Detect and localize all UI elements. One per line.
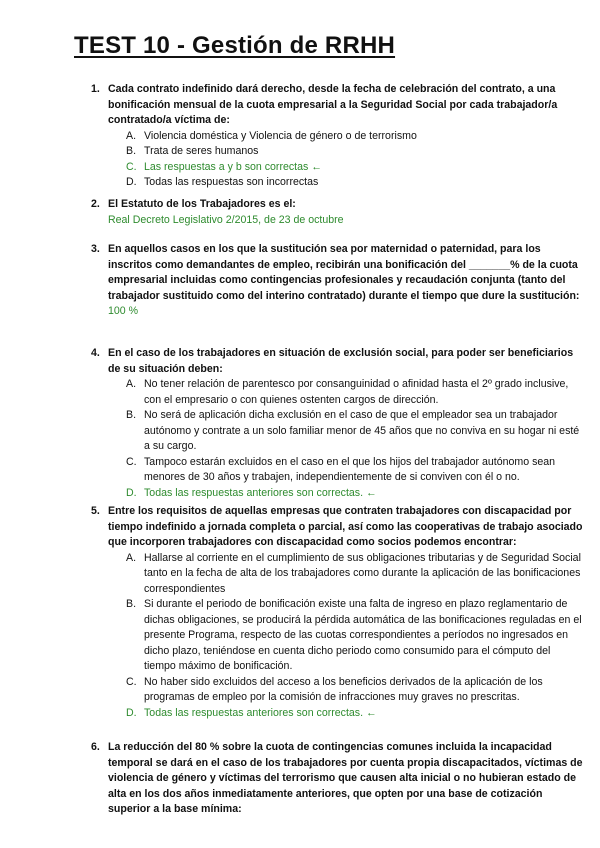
- question-number: 3.: [91, 243, 100, 255]
- question-5: [91, 504, 583, 721]
- option-list: [91, 377, 583, 501]
- option-c: C. Tampoco estarán excluidos en el caso en el que los hijos del trabajador autónomo sean menores de 30 años y trabajen, independientemente de si conviven con él o no.: [126, 455, 556, 483]
- question-6: [91, 740, 583, 818]
- question-number: 2.: [91, 198, 100, 210]
- option-list: [91, 551, 583, 722]
- page-title: TEST 10 - Gestión de RRHH: [74, 32, 396, 59]
- option-c-correct: C. Las respuestas a y b son correctas ←: [126, 160, 322, 173]
- question-text: 6. La reducción del 80 % sobre la cuota de contingencias comunes incluida la incapacidad temporal se dará en el caso de los trabajadores por cuenta propia discapacitados, víctimas de violencia de género y víctimas del terrorismo que causen alta inicial o no hubieran estado de alta en los dos años inmediatamente anteriores, que opten por una base de cotización superior a la base mínima:: [91, 741, 583, 815]
- question-1: [91, 82, 583, 191]
- answer-text: 100 %: [108, 305, 139, 317]
- option-b: B. Trata de seres humanos: [126, 145, 259, 157]
- question-text: 1. Cada contrato indefinido dará derecho, desde la fecha de celebración del contrato, a una bonificación mensual de la cuota empresarial a la Seguridad Social por cada trabajador/a contratado/a víctima de:: [91, 83, 558, 126]
- option-d-correct: D. Todas las respuestas anteriores son correctas. ←: [126, 486, 377, 499]
- question-4: [91, 346, 583, 501]
- answer-text: Real Decreto Legislativo 2/2015, de 23 de octubre: [108, 213, 344, 226]
- option-b: B. No será de aplicación dicha exclusión en el caso de que el empleador sea un trabajador autónomo y contrate a un solo familiar menor de 45 años que no conviva en su hogar ni esté a su cargo.: [126, 409, 580, 452]
- question-number: 4.: [91, 347, 100, 359]
- option-a: A. No tener relación de parentesco por consanguinidad o afinidad hasta el 2º grado inclusive, con el empresario o con quienes ostenten cargos de dirección.: [126, 378, 569, 406]
- option-b: B. Si durante el periodo de bonificación existe una falta de ingreso en plazo reglamentario de dichas obligaciones, se producirá la pérdida automática de las bonificaciones reguladas en el presente Programa, respecto de las cuotas correspondientes a períodos no ingresados en dicho plazo, teniéndose en cuenta dicho periodo como consumido para el cómputo del tiempo máximo de bonificación.: [126, 598, 582, 672]
- question-2: [91, 197, 583, 228]
- question-number: 6.: [91, 741, 100, 753]
- question-text: 2. El Estatuto de los Trabajadores es el:: [91, 197, 583, 213]
- question-number: 1.: [91, 83, 100, 95]
- question-text: 3. En aquellos casos en los que la sustitución sea por maternidad o paternidad, para los inscritos como demandantes de empleo, recibirán una bonificación del _______% de la cuota empresarial incluidas como contingencias profesionales y recaudación conjunta (tanto del trabajador sustituido como del interino contratado) durante el tiempo que dure la sustitución:: [91, 243, 580, 302]
- option-d: D. Todas las respuestas son incorrectas: [126, 176, 319, 188]
- option-list: [91, 129, 583, 191]
- option-a: A. Hallarse al corriente en el cumplimiento de sus obligaciones tributarias y de Seguridad Social tanto en la fecha de alta de los trabajadores como durante la aplicación de las bonificaciones correspondientes: [126, 551, 581, 595]
- question-3: [91, 242, 583, 320]
- question-number: 5.: [91, 505, 100, 517]
- question-text: 5. Entre los requisitos de aquellas empresas que contraten trabajadores con discapacidad por tiempo indefinido a jornada completa o parcial, así como las cooperativas de trabajo asociado que incorporen trabajadores con discapacidad como socios podemos encontrar:: [91, 505, 583, 548]
- option-d-correct: D. Todas las respuestas anteriores son correctas. ←: [126, 706, 377, 719]
- option-c: C. No haber sido excluidos del acceso a los beneficios derivados de la aplicación de los programas de empleo por la comisión de infracciones muy graves no prescritas.: [126, 675, 543, 703]
- option-a: A. Violencia doméstica y Violencia de género o de terrorismo: [126, 129, 417, 142]
- question-text: 4. En el caso de los trabajadores en situación de exclusión social, para poder ser beneficiarios de su situación deben:: [91, 347, 574, 375]
